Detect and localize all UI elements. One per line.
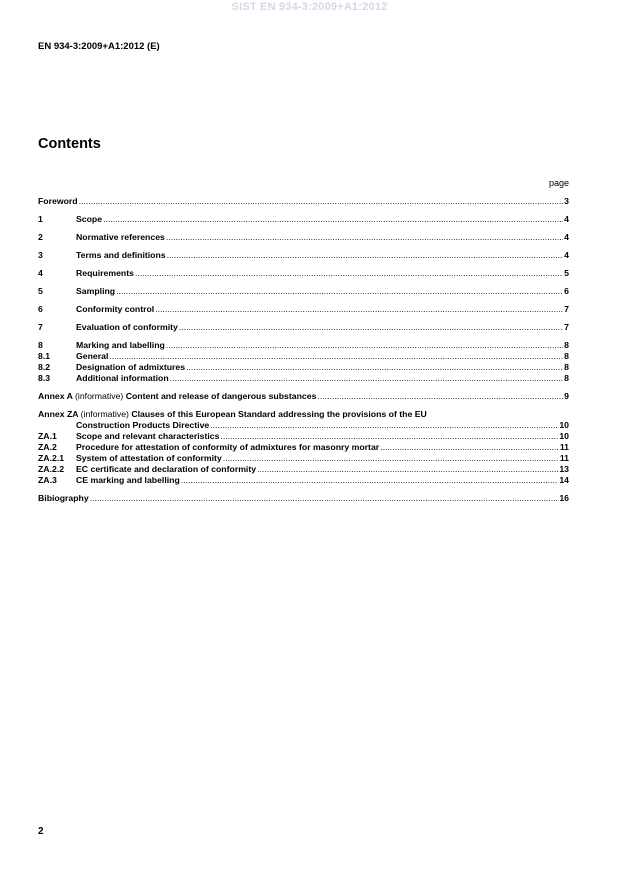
toc-page: 9 [564,391,569,401]
toc-number: ZA.2.2 [38,464,65,474]
dot-leader [109,351,563,362]
toc-number: 5 [38,286,43,296]
toc-entry-normative-references[interactable] [38,232,569,243]
toc-number: 8.2 [38,362,51,372]
toc-entry-za2-2[interactable] [38,464,569,475]
toc-page: 7 [564,322,569,332]
toc-page: 11 [559,442,569,452]
toc-page: 10 [559,420,569,430]
toc-title: Sampling [76,286,116,296]
toc-entry-annex-a[interactable] [38,391,569,402]
dot-leader [317,391,563,402]
toc-page: 8 [564,351,569,361]
toc-title: Procedure for attestation of conformity of admixtures for masonry mortar [76,442,380,452]
dot-leader [170,373,563,384]
toc-number: ZA.3 [38,475,57,485]
dot-leader [220,431,558,442]
toc-number: 7 [38,322,43,332]
toc-title: Terms and definitions [76,250,166,260]
annex-type: (informative) [80,409,129,419]
toc-entry-bibliography[interactable] [38,493,569,504]
dot-leader [116,286,563,297]
toc-entry-designation-admixtures[interactable] [38,362,569,373]
annex-title: Content and release of dangerous substances [125,391,317,401]
toc-number: 8.1 [38,351,51,361]
dot-leader [166,232,563,243]
toc-entry-za1[interactable] [38,431,569,442]
document-header: EN 934-3:2009+A1:2012 (E) [38,41,160,52]
toc-page: 14 [559,475,569,485]
toc-page: 3 [564,196,569,206]
dot-leader [380,442,559,453]
toc-title: Normative references [76,232,165,242]
toc-title: Marking and labelling [76,340,165,350]
toc-title: Additional information [76,373,169,383]
annex-label: Annex A [38,391,73,401]
toc-entry-general[interactable] [38,351,569,362]
toc-page: 8 [564,340,569,350]
page-column-label: page [548,178,569,188]
toc-title: EC certificate and declaration of conformity [76,464,257,474]
toc-page: 11 [559,453,569,463]
toc-page: 13 [559,464,569,474]
toc-entry-za2[interactable] [38,442,569,453]
toc-title: General [76,351,109,361]
toc-entry-foreword[interactable] [38,196,569,207]
toc-entry-conformity-control[interactable] [38,304,569,315]
toc-title: Evaluation of conformity [76,322,178,332]
toc-number: 6 [38,304,43,314]
toc-number: 4 [38,268,43,278]
annex-title: Clauses of this European Standard addressing the provisions of the EU [131,409,427,419]
dot-leader [210,420,558,431]
toc-entry-za3[interactable] [38,475,569,486]
dot-leader [103,214,563,225]
toc-number: 1 [38,214,43,224]
annex-label: Annex ZA [38,409,79,419]
toc-page: 16 [559,493,569,503]
dot-leader [223,453,559,464]
toc-entry-additional-information[interactable] [38,373,569,384]
toc-title [38,391,316,402]
dot-leader [79,196,564,207]
toc-page: 10 [559,431,569,441]
toc-page: 6 [564,286,569,296]
toc-number: 8.3 [38,373,51,383]
toc-title: Designation of admixtures [76,362,186,372]
dot-leader [166,340,563,351]
toc-entry-marking-labelling[interactable] [38,340,569,351]
dot-leader [181,475,559,486]
toc-number: ZA.2 [38,442,57,452]
toc-page: 7 [564,304,569,314]
annex-title-continued: Construction Products Directive [76,420,210,430]
toc-entry-sampling[interactable] [38,286,569,297]
toc-entry-za2-1[interactable] [38,453,569,464]
toc-page: 4 [564,214,569,224]
page-number: 2 [38,826,44,837]
contents-heading: Contents [38,136,101,152]
toc-entry-terms-definitions[interactable] [38,250,569,261]
toc-page: 5 [564,268,569,278]
toc-title: Scope and relevant characteristics [76,431,220,441]
table-of-contents [38,196,569,504]
toc-number: 2 [38,232,43,242]
toc-entry-annex-za[interactable] [38,409,569,431]
toc-page: 4 [564,250,569,260]
annex-type: (informative) [75,391,124,401]
toc-number: 8 [38,340,43,350]
toc-title: Foreword [38,196,78,206]
dot-leader [257,464,558,475]
dot-leader [186,362,563,373]
toc-page: 8 [564,362,569,372]
toc-page: 8 [564,373,569,383]
watermark: SIST EN 934-3:2009+A1:2012 [231,1,388,13]
toc-title: CE marking and labelling [76,475,180,485]
toc-page: 4 [564,232,569,242]
toc-title: Scope [76,214,103,224]
toc-number: ZA.2.1 [38,453,65,463]
dot-leader [167,250,564,261]
dot-leader [155,304,563,315]
toc-entry-evaluation-conformity[interactable] [38,322,569,333]
toc-title: System of attestation of conformity [76,453,222,463]
toc-number: ZA.1 [38,431,57,441]
toc-title: Conformity control [76,304,155,314]
toc-title: Requirements [76,268,134,278]
toc-entry-scope[interactable] [38,214,569,225]
dot-leader [135,268,563,279]
dot-leader [90,493,559,504]
toc-entry-requirements[interactable] [38,268,569,279]
toc-number: 3 [38,250,43,260]
dot-leader [179,322,563,333]
toc-title: Bibiography [38,493,89,503]
